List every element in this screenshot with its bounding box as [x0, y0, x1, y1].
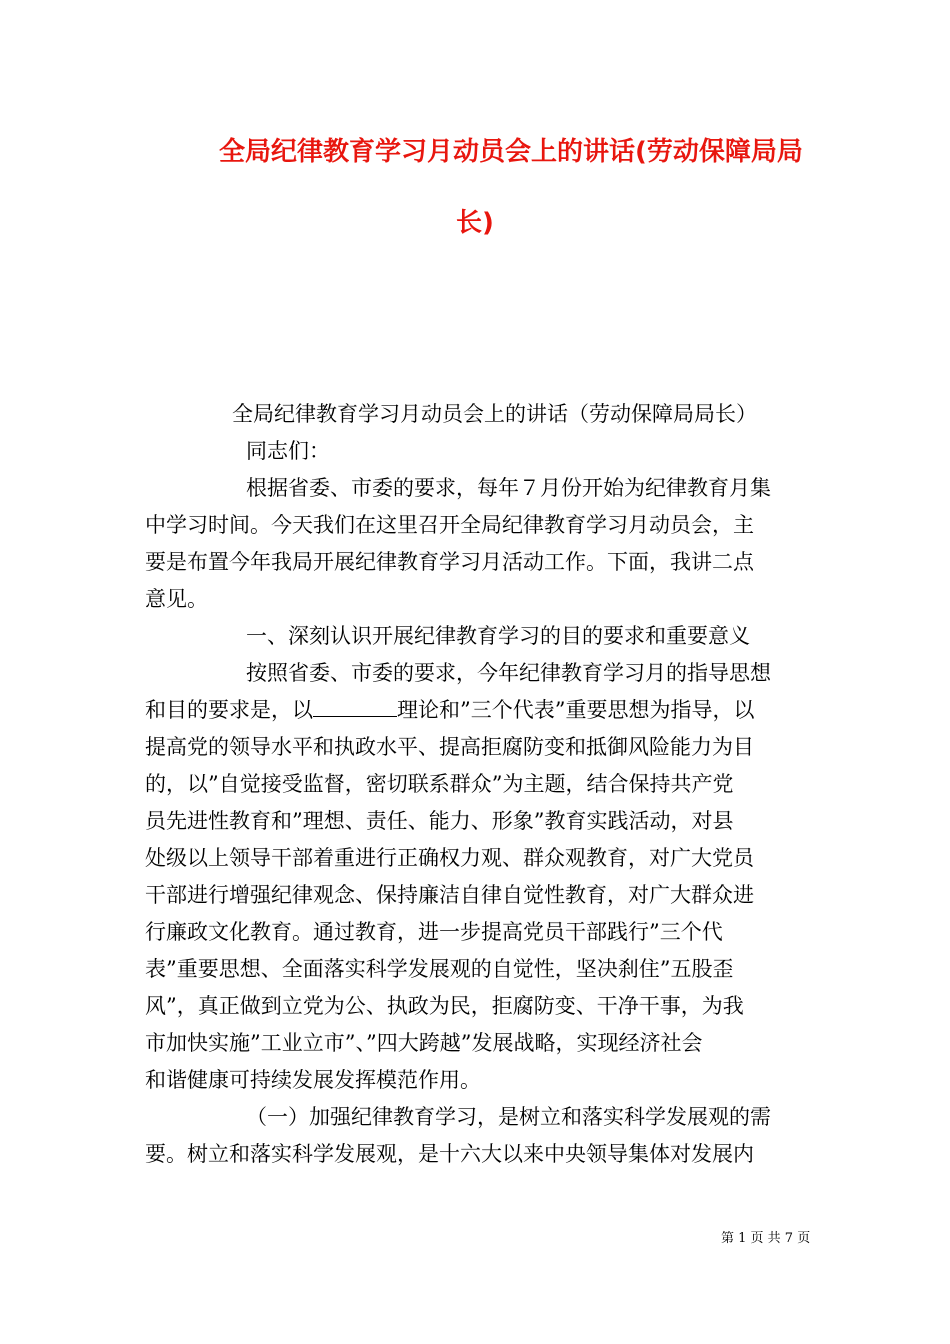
- blank-underline: [313, 696, 397, 717]
- paragraph-line: 表”重要思想、全面落实科学发展观的自觉性，坚决刹住”五股歪: [145, 957, 734, 981]
- subsection-line: （一）加强纪律教育学习，是树立和落实科学发展观的需: [246, 1105, 771, 1129]
- salutation: 同志们：: [246, 439, 330, 463]
- paragraph-line: 干部进行增强纪律观念、保持廉洁自律自觉性教育，对广大群众进: [145, 883, 754, 907]
- paragraph-line-part: 和目的要求是，以: [145, 698, 313, 722]
- document-title-line-2: 长): [456, 208, 494, 238]
- paragraph-line: 风”，真正做到立党为公、执政为民，拒腐防变、干净干事，为我: [145, 994, 744, 1018]
- paragraph-line: 意见。: [145, 587, 208, 611]
- document-title-line-1: 全局纪律教育学习月动员会上的讲话(劳动保障局局: [219, 137, 803, 167]
- section-heading: 一、深刻认识开展纪律教育学习的目的要求和重要意义: [246, 624, 750, 648]
- paragraph-line: 根据省委、市委的要求，每年７月份开始为纪律教育月集: [246, 476, 771, 500]
- paragraph-line: 的，以”自觉接受监督，密切联系群众”为主题，结合保持共产党: [145, 772, 734, 796]
- paragraph-line: 行廉政文化教育。通过教育，进一步提高党员干部践行”三个代: [145, 920, 723, 944]
- paragraph-line: 要。树立和落实科学发展观，是十六大以来中央领导集体对发展内: [145, 1142, 754, 1166]
- body-heading: 全局纪律教育学习月动员会上的讲话（劳动保障局局长）: [232, 402, 757, 426]
- paragraph-line: [145, 695, 754, 725]
- page-footer: 第 1 页 共 7 页: [721, 1231, 811, 1246]
- paragraph-line: 和谐健康可持续发展发挥模范作用。: [145, 1068, 481, 1092]
- paragraph-line: 员先进性教育和”理想、责任、能力、形象”教育实践活动，对县: [145, 809, 734, 833]
- paragraph-line: 按照省委、市委的要求，今年纪律教育学习月的指导思想: [246, 661, 771, 685]
- paragraph-line: 要是布置今年我局开展纪律教育学习月活动工作。下面，我讲二点: [145, 550, 754, 574]
- paragraph-line: 提高党的领导水平和执政水平、提高拒腐防变和抵御风险能力为目: [145, 735, 754, 759]
- paragraph-line: 处级以上领导干部着重进行正确权力观、群众观教育，对广大党员: [145, 846, 754, 870]
- paragraph-line-part: 理论和”三个代表”重要思想为指导，以: [397, 698, 755, 722]
- paragraph-line: 市加快实施”工业立市”、”四大跨越”发展战略，实现经济社会: [145, 1031, 703, 1055]
- paragraph-line: 中学习时间。今天我们在这里召开全局纪律教育学习月动员会，主: [145, 513, 754, 537]
